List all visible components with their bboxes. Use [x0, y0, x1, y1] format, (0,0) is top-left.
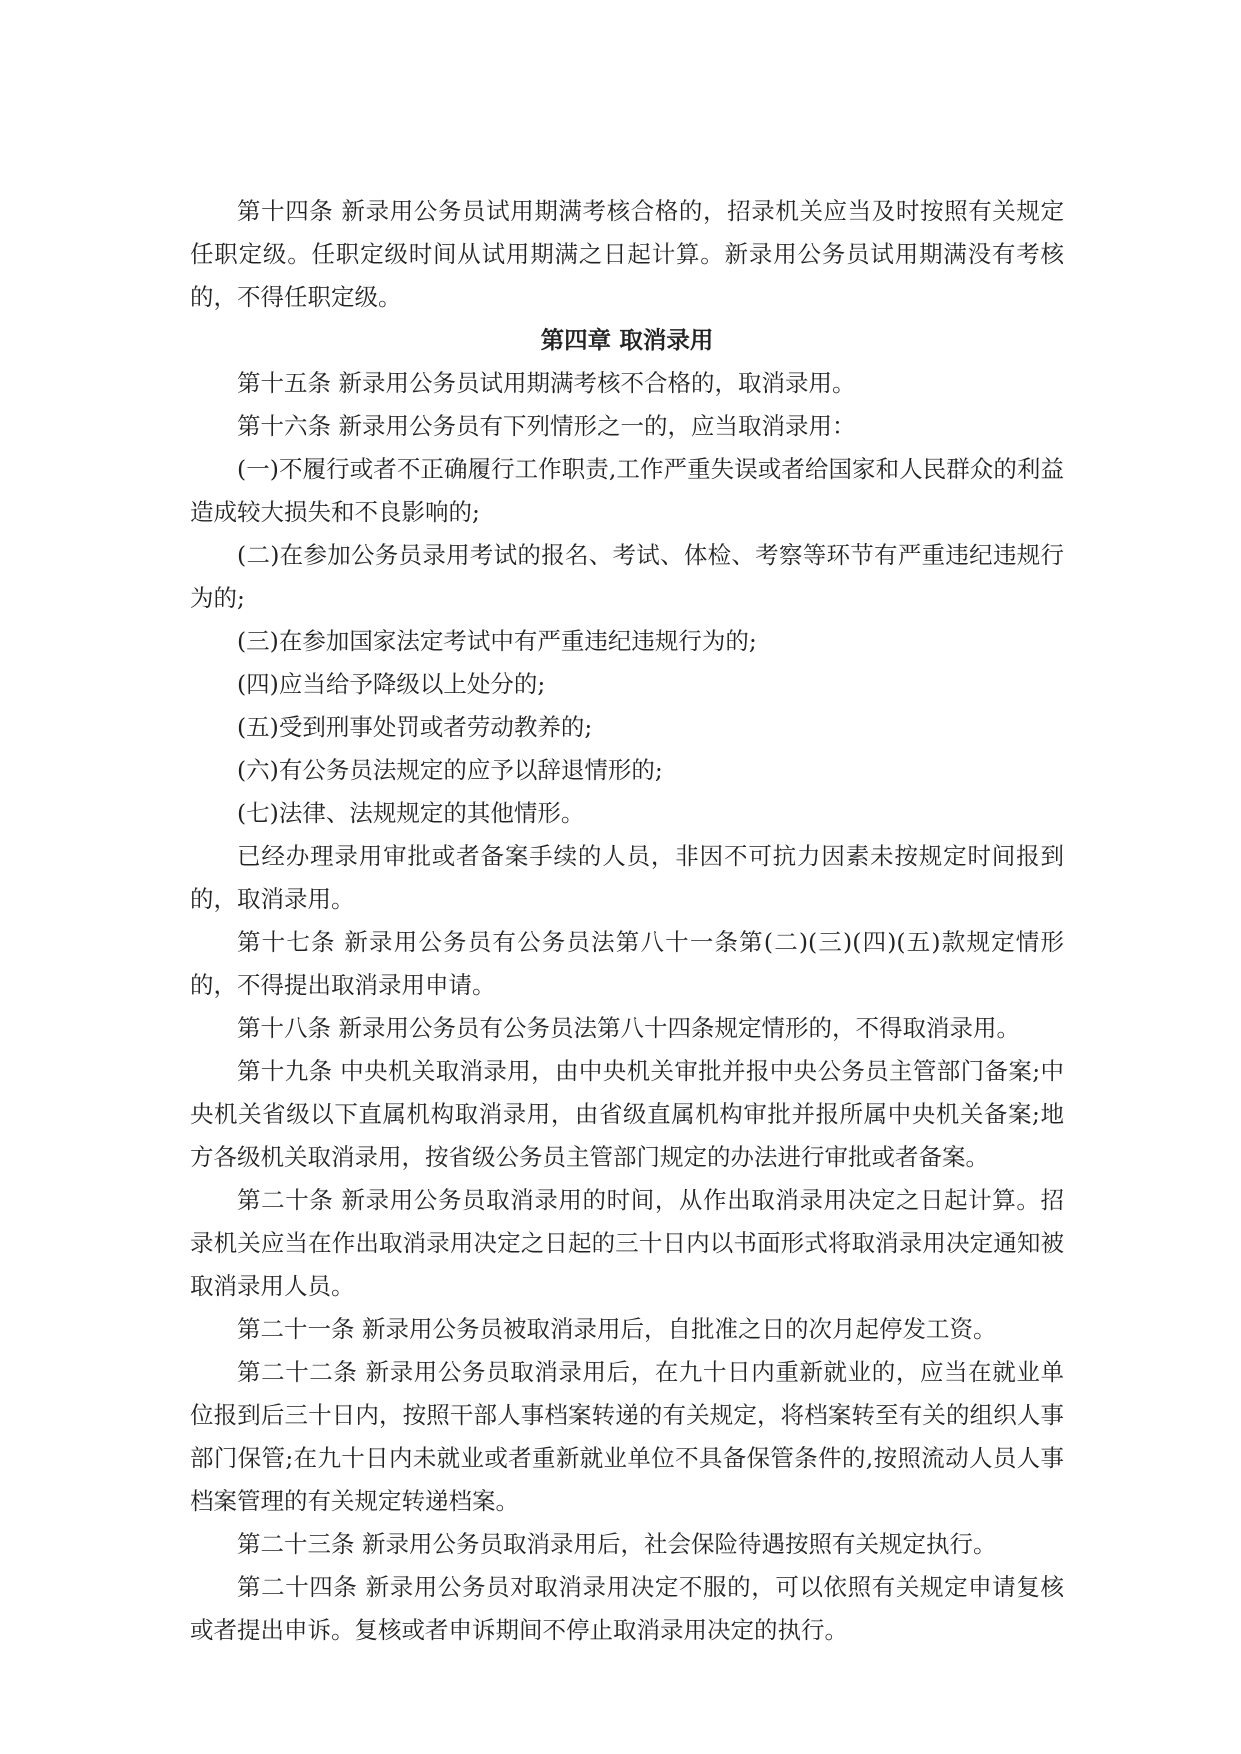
article-paragraph: 第二十三条 新录用公务员取消录用后，社会保险待遇按照有关规定执行。 — [237, 1530, 997, 1558]
article-paragraph: 第十八条 新录用公务员有公务员法第八十四条规定情形的，不得取消录用。 — [237, 1014, 1020, 1042]
article-paragraph: 第十九条 中央机关取消录用，由中央机关审批并报中央公务员主管部门备案;中央机关省级以下直属机构取消录用，由省级直属机构审批并报所属中央机关备案;地方各级机关取消录用，按省级公务员主管部门规定的办法进行审批或者备案。 — [190, 1057, 1064, 1171]
article-paragraph: (五)受到刑事处罚或者劳动教养的; — [237, 713, 593, 741]
article-paragraph: 第二十二条 新录用公务员取消录用后，在九十日内重新就业的，应当在就业单位报到后三十日内，按照干部人事档案转递的有关规定，将档案转至有关的组织人事部门保管;在九十日内未就业或者重新就业单位不具备保管条件的,按照流动人员人事档案管理的有关规定转递档案。 — [190, 1358, 1064, 1515]
article-paragraph: 第二十条 新录用公务员取消录用的时间，从作出取消录用决定之日起计算。招录机关应当在作出取消录用决定之日起的三十日内以书面形式将取消录用决定通知被取消录用人员。 — [190, 1186, 1064, 1300]
chapter-heading: 第四章 取消录用 — [540, 326, 714, 354]
article-paragraph: 已经办理录用审批或者备案手续的人员，非因不可抗力因素未按规定时间报到的，取消录用。 — [190, 842, 1064, 913]
article-paragraph: (七)法律、法规规定的其他情形。 — [237, 799, 585, 827]
article-paragraph: (二)在参加公务员录用考试的报名、考试、体检、考察等环节有严重违纪违规行为的; — [190, 541, 1064, 612]
article-paragraph: (一)不履行或者不正确履行工作职责,工作严重失误或者给国家和人民群众的利益造成较大损失和不良影响的; — [190, 455, 1064, 526]
article-paragraph: (六)有公务员法规定的应予以辞退情形的; — [237, 756, 663, 784]
document-body — [190, 190, 1064, 1652]
article-paragraph: (三)在参加国家法定考试中有严重违纪违规行为的; — [237, 627, 757, 655]
article-paragraph: 第十七条 新录用公务员有公务员法第八十一条第(二)(三)(四)(五)款规定情形的，不得提出取消录用申请。 — [190, 928, 1064, 999]
article-paragraph: 第十五条 新录用公务员试用期满考核不合格的，取消录用。 — [237, 369, 856, 397]
article-paragraph: 第十四条 新录用公务员试用期满考核合格的，招录机关应当及时按照有关规定任职定级。任职定级时间从试用期满之日起计算。新录用公务员试用期满没有考核的，不得任职定级。 — [190, 197, 1064, 311]
article-paragraph: 第十六条 新录用公务员有下列情形之一的，应当取消录用： — [237, 412, 856, 440]
article-paragraph: 第二十四条 新录用公务员对取消录用决定不服的，可以依照有关规定申请复核或者提出申诉。复核或者申诉期间不停止取消录用决定的执行。 — [190, 1573, 1064, 1644]
article-paragraph: 第二十一条 新录用公务员被取消录用后，自批准之日的次月起停发工资。 — [237, 1315, 997, 1343]
article-paragraph: (四)应当给予降级以上处分的; — [237, 670, 546, 698]
